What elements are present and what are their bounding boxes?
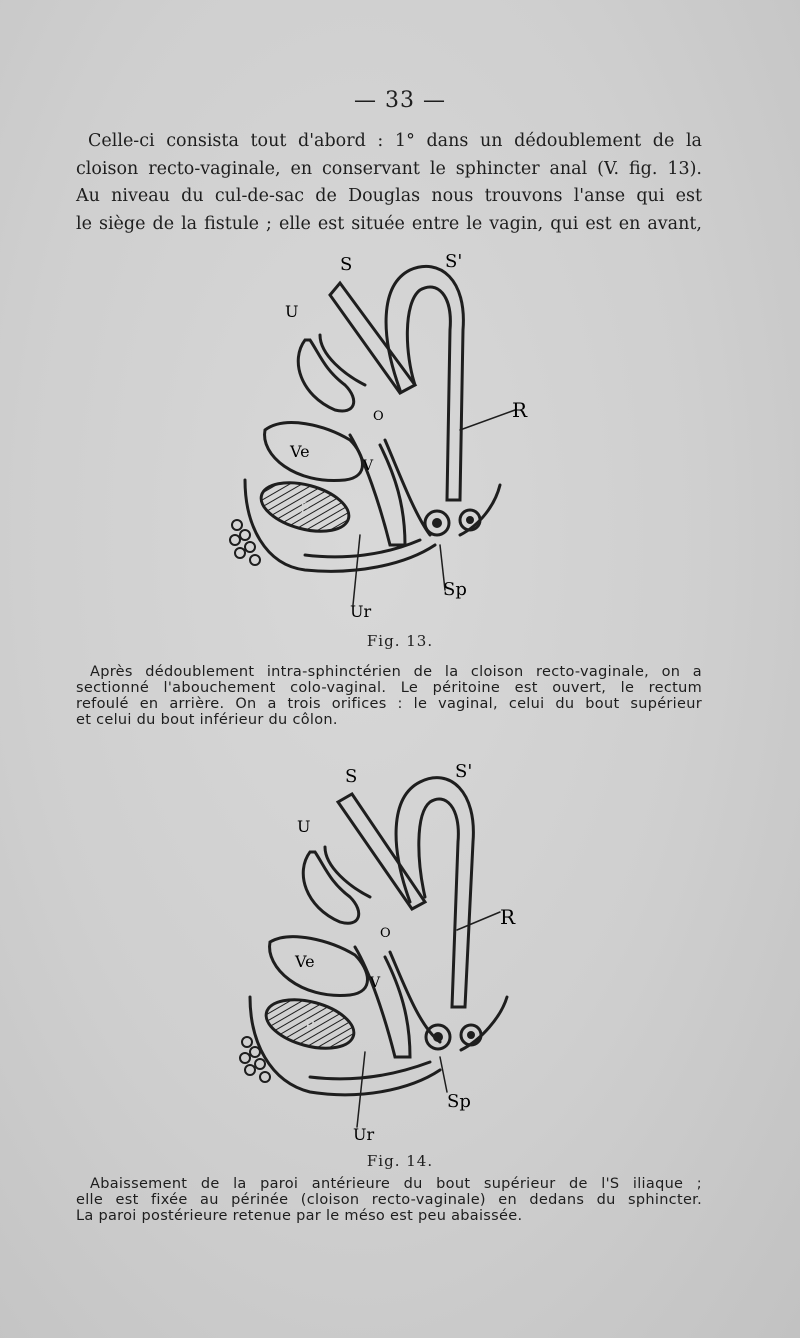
label-p: P — [300, 501, 310, 517]
label-sp: Sp — [447, 1091, 471, 1112]
vagina — [350, 435, 405, 545]
caption-line: La paroi postérieure retenue par le méso est peu abaissée. — [76, 1208, 523, 1224]
label-p: P — [305, 1018, 315, 1034]
caption-line: sectionné l'abouchement colo-vaginal. Le péritoine est ouvert, le rectum — [76, 680, 702, 696]
figure-13-anatomical-drawing — [205, 245, 565, 620]
label-s: S — [340, 254, 353, 275]
body-line: Au niveau du cul-de-sac de Douglas nous trouvons l'anse qui est — [76, 186, 702, 206]
vagina — [355, 947, 410, 1057]
body-paragraph — [76, 128, 702, 238]
bladder — [265, 423, 363, 481]
label-v: V — [363, 458, 374, 474]
caption-line: Après dédoublement intra-sphinctérien de la cloison recto-vaginale, on a — [90, 664, 702, 680]
label-u: U — [285, 302, 299, 321]
label-o: O — [380, 926, 391, 941]
colon-loop — [386, 266, 463, 500]
body-line: le siège de la fistule ; elle est située entre le vagin, qui est en avant, — [76, 213, 702, 234]
label-r: R — [512, 398, 528, 422]
label-u: U — [297, 817, 311, 836]
caption-line: Abaissement de la paroi antérieure du bout supérieur de l'S iliaque ; — [90, 1176, 702, 1192]
label-ve: Ve — [290, 442, 310, 461]
label-r: R — [500, 905, 516, 929]
figure-14-anatomical-drawing — [225, 752, 565, 1152]
body-line: cloison recto-vaginale, en conservant le sphincter anal (V. fig. 13). — [76, 158, 702, 179]
caption-line: et celui du bout inférieur du côlon. — [76, 712, 338, 728]
body-line: Celle-ci consista tout d'abord : 1° dans un dédoublement de la — [88, 131, 702, 151]
label-ur: Ur — [350, 602, 372, 620]
label-s-prime: S' — [455, 761, 473, 782]
label-ur: Ur — [353, 1125, 375, 1144]
bladder — [270, 937, 368, 996]
label-s-prime: S' — [445, 251, 463, 272]
figure-14-caption — [76, 1176, 702, 1224]
label-o: O — [373, 409, 384, 424]
label-s: S — [345, 766, 358, 787]
page-number: — 33 — — [354, 88, 446, 113]
sigmoid-tube — [338, 794, 425, 909]
figure-14-label: Fig. 14. — [366, 1152, 434, 1170]
caption-line: refoulé en arrière. On a trois orifices : le vaginal, celui du bout supérieur — [76, 696, 702, 712]
label-ve: Ve — [295, 952, 315, 971]
figure-13-label: Fig. 13. — [366, 632, 434, 650]
figure-13-caption — [76, 664, 702, 728]
label-sp: Sp — [443, 579, 467, 600]
caption-line: elle est fixée au périnée (cloison recto-vaginale) en dedans du sphincter. — [76, 1192, 702, 1208]
sigmoid-tube — [330, 283, 415, 393]
label-v: V — [370, 975, 381, 991]
colon-loop — [396, 778, 473, 1007]
